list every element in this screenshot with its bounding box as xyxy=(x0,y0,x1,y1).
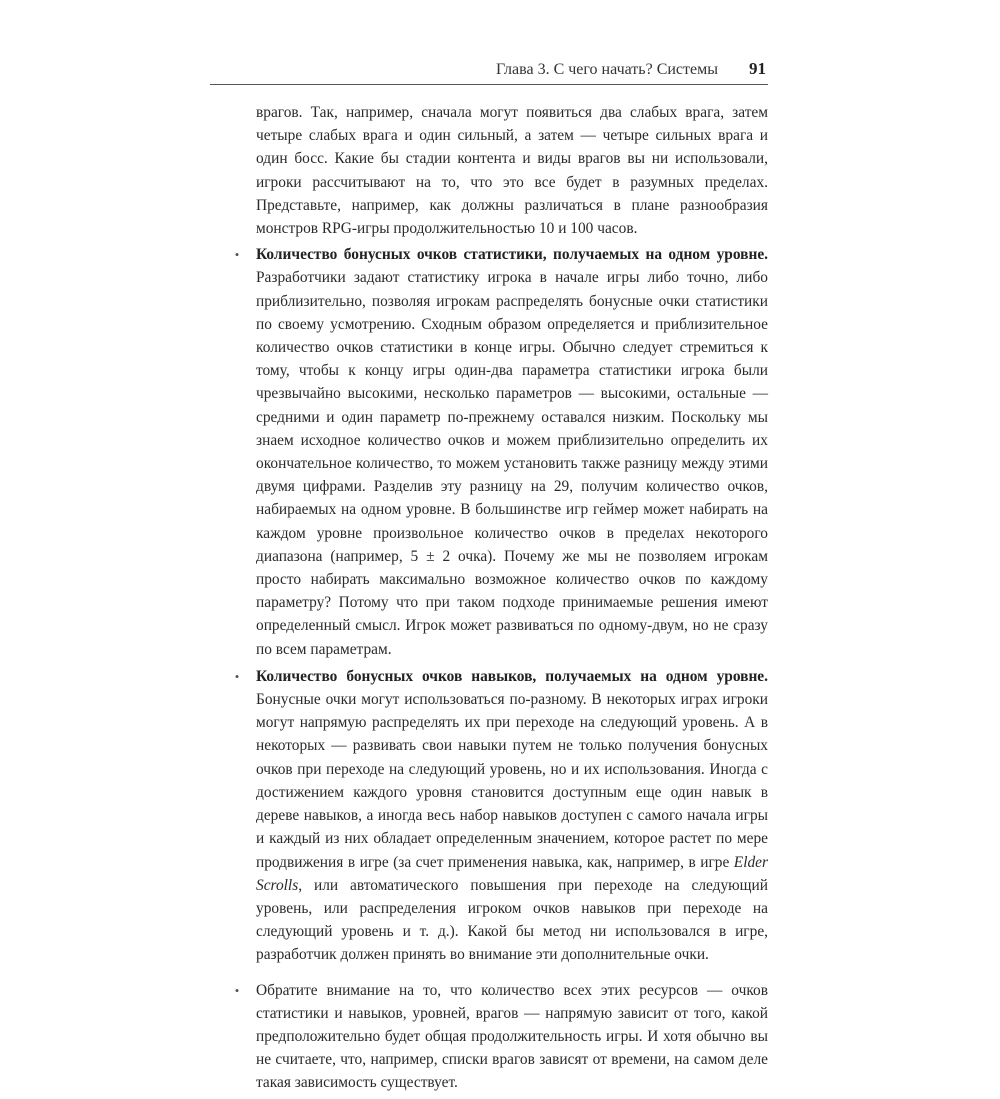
running-header xyxy=(210,58,768,85)
bullet-text-continued: , или автоматического повышения при переходе на следующий уровень, или распределения игроком очков навыков при переходе на следующий уровень и т. д.). Какой бы метод ни использовался в игре, разработчик должен принять во внимание эти дополнительные очки. xyxy=(256,876,768,964)
chapter-title: Глава 3. С чего начать? Системы xyxy=(495,61,718,78)
bullet-icon: • xyxy=(234,982,240,998)
bullet-item-resources-note xyxy=(234,979,768,1095)
bullet-paragraph xyxy=(256,665,768,967)
bullet-paragraph: Обратите внимание на то, что количество всех этих ресурсов — очков статистики и навыков, уровней, врагов — напрямую зависит от того, какой предположительно будет общая продолжительность игры. И хотя обычно вы не считаете, что, например, списки врагов зависят от времени, на самом деле такая зависимость существует. xyxy=(256,981,768,1092)
bullet-lead: Количество бонусных очков статистики, получаемых на одном уровне. xyxy=(256,246,768,264)
bullet-icon: • xyxy=(234,668,240,684)
bullet-text: Бонусные очки могут использоваться по-разному. В некоторых играх игроки могут напрямую распределять их при переходе на следующий уровень. А в некоторых — развивать свои навыки путем не только получения бонусных очков при переходе на следующий уровень, но и их использования. Иногда с достижением каждого уровня становится доступным еще один навык в дереве навыков, а иногда весь набор навыков доступен с самого начала игры и каждый из них обладает определенным значением, которое растет по мере продвижения в игре (за счет применения навыка, как, например, в игре xyxy=(256,691,768,871)
bullet-item-stat-points xyxy=(234,243,768,661)
bullet-text: Разработчики задают статистику игрока в начале игры либо точно, либо приблизительно, позволяя игрокам распределять бонусные очки статистики по своему усмотрению. Сходным образом определяется и приблизительное количество очков статистики в конце игры. Обычно следует стремиться к тому, чтобы к концу игры один-два параметра статистики игрока были чрезвычайно высокими, несколько параметров — высокими, остальные — средними и один параметр по-прежнему оставался низким. Поскольку мы знаем исходное количество очков и можем приблизительно определить их окончательное количество, то можем установить также разницу между этими двумя цифрами. Разделив эту разницу на 29, получим количество очков, набираемых на одном уровне. В большинстве игр геймер может набирать на каждом уровне произвольное количество очков в пределах некоторого диапазона (например, 5 ± 2 очка). Почему же мы не позволяем игрокам просто набирать максимально возможное количество очков по каждому параметру? Потому что при таком подходе принимаемые решения имеют определенный смысл. Игрок может развиваться по одному-двум, но не сразу по всем параметрам. xyxy=(256,269,768,658)
bullet-paragraph xyxy=(256,243,768,661)
bullet-item-skill-points xyxy=(234,665,768,967)
body-text xyxy=(234,101,768,1099)
bullet-icon: • xyxy=(234,247,240,263)
bullet-lead: Количество бонусных очков навыков, получаемых на одном уровне. xyxy=(256,667,768,685)
page-number: 91 xyxy=(749,59,766,78)
continuation-paragraph: врагов. Так, например, сначала могут появиться два слабых врага, затем четыре слабых врага и один сильный, а затем — четыре сильных врага и один босс. Какие бы стадии контента и виды врагов вы ни использовали, игроки рассчитывают на то, что это все будет в разумных пределах. Представьте, например, как должны различаться в плане разнообразия монстров RPG-игры продолжительностью 10 и 100 часов. xyxy=(256,104,768,238)
game-title-italic: Elder Scrolls xyxy=(256,853,768,894)
